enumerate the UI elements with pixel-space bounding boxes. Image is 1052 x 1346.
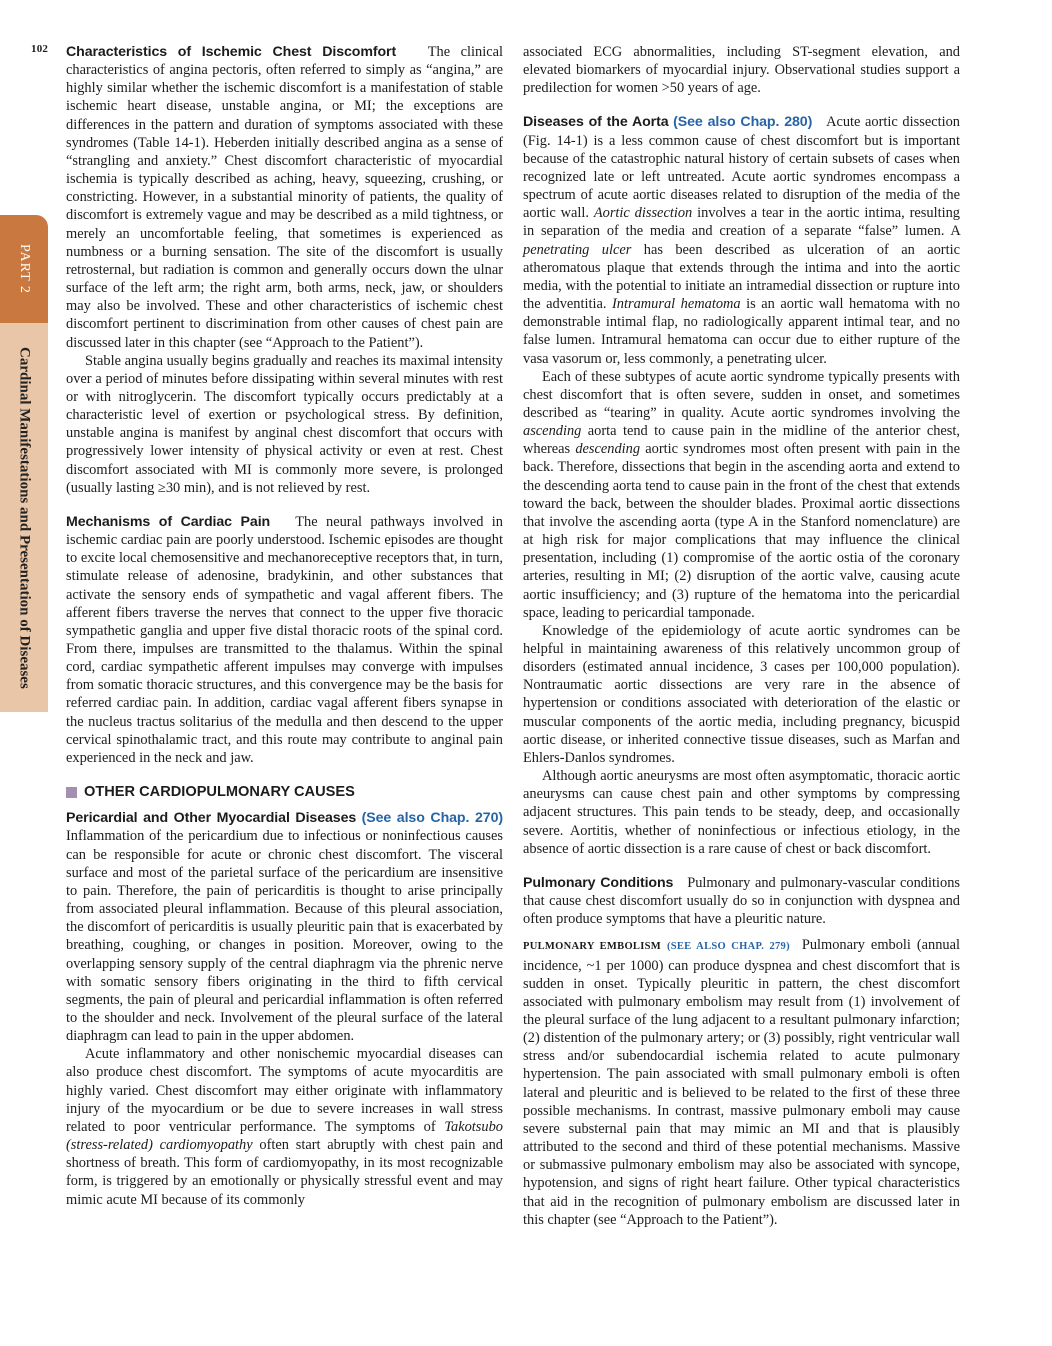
section-heading: OTHER CARDIOPULMONARY CAUSES — [66, 783, 503, 801]
left-column — [66, 43, 503, 1209]
subsection-heading: PULMONARY EMBOLISM — [523, 941, 661, 953]
part-label: PART 2 — [17, 244, 32, 294]
paragraph: Pericardial and Other Myocardial Diseases (See also Chap. 270) Inflammation of the pericardium due to infectious or noninfectious causes can be responsible for acute or chronic chest discomfort. The visceral surface and most of the parietal surface of the pericardium are insensitive to pain. Therefore, the pain of pericarditis is thought to arise principally from associated pleural inflammation. Because of this pleural association, the discomfort of pericarditis is usually pleuritic pain that is exacerbated by breathing, coughing, or changes in position. Moreover, owing to the overlapping sensory supply of the central diaphragm via the phrenic nerve with somatic sensory fibers originating in the third to fifth cervical segments, the pain of pleural and pericardial inflammation is often referred to the shoulder and neck. Involvement of the pleural surface of the lateral diaphragm can lead to pain in the upper abdomen. — [66, 810, 503, 1045]
side-tab — [0, 215, 48, 712]
paragraph: associated ECG abnormalities, including ST-segment elevation, and elevated biomarkers of myocardial injury. Observational studies support a predilection for women >50 years of age. — [523, 44, 960, 97]
right-column — [523, 43, 960, 1229]
paragraph: Acute inflammatory and other nonischemic myocardial diseases can also produce chest discomfort. The symptoms of acute myocarditis are highly varied. Chest discomfort may either originate with inflammatory injury of the myocardium or be due to severe increases in wall stress related to poor ventricular performance. The symptoms of Takotsubo (stress-related) cardiomyopathy often start abruptly with chest pain and shortness of breath. This form of cardiomyopathy, in its most recognizable form, is triggered by an emotionally or physically stressful event and may mimic acute MI because of its commonly — [66, 1046, 504, 1208]
paragraph: Mechanisms of Cardiac Pain The neural pathways involved in ischemic cardiac pain are poorly understood. Ischemic episodes are thought to excite local chemosensitive and mechanoreceptive receptors that, in turn, stimulate release of adenosine, bradykinin, and other substances that activate the sensory ends of sympathetic and vagal afferent fibers. The afferent fibers traverse the nerves that connect to the upper five thoracic sympathetic ganglia and upper five distal thoracic roots of the spinal cord. From there, impulses are transmitted to the thalamus. Within the spinal cord, cardiac sympathetic afferent impulses may converge with impulses from somatic thoracic structures, and this convergence may be the basis for referred cardiac pain. In addition, cardiac vagal afferent fibers synapse in the nucleus tractus solitarius of the medulla and then descend to the upper cervical spinothalamic tract, and this route may contribute to anginal pain experienced in the neck and jaw. — [66, 513, 504, 766]
paragraph: Although aortic aneurysms are most often asymptomatic, thoracic aortic aneurysms can cause chest pain and other symptoms by compressing adjacent structures. This pain tends to be steady, deep, and occasionally severe. Aortitis, whether of noninfectious or infectious etiology, in the absence of aortic dissection is a rare cause of chest or back discomfort. — [523, 768, 960, 857]
page-number: 102 — [31, 43, 49, 55]
paragraph: PULMONARY EMBOLISM (SEE ALSO CHAP. 279) Pulmonary emboli (annual incidence, ~1 per 1000) can produce dyspnea and chest discomfort that is sudden in onset. Typically pleuritic in pattern, the chest discomfort associated with pulmonary embolism may result from (1) involvement of the pleural surface of the lung adjacent to a resultant pulmonary infarction; (2) distention of the pulmonary artery; or (3) possibly, right ventricular wall stress and/or subendocardial ischemia related to acute pulmonary hypertension. The pain associated with small pulmonary emboli is often lateral and pleuritic and is believed to be related to the first of these three possible mechanisms. In contrast, massive pulmonary emboli may cause severe substernal pain that may mimic an MI and that is plausibly attributed to the second and third of these potential mechanisms. Massive or submassive pulmonary embolism may also be associated with syncope, hypotension, and signs of right heart failure. Other typical characteristics that aid in the recognition of pulmonary embolism are discussed later in this chapter (see “Approach to the Patient”). — [523, 937, 961, 1228]
run-in-heading: Characteristics of Ischemic Chest Discomfort — [66, 44, 397, 60]
paragraph: Knowledge of the epidemiology of acute aortic syndromes can be helpful in maintaining awareness of this relatively uncommon group of disorders (estimated annual incidence, 3 cases per 100,000 population). Nontraumatic aortic dissections are very rare in the absence of hypertension or conditions associated with deterioration of the elastic or muscular components of the aortic media, including pregnancy, bicuspid aortic disease, or inherited connective tissue diseases, such as Marfan and Ehlers-Danlos syndromes. — [523, 622, 960, 766]
paragraph: Characteristics of Ischemic Chest Discomfort The clinical characteristics of angina pectoris, often referred to simply as “angina,” are highly similar whether the ischemic discomfort is a manifestation of stable ischemic heart disease, unstable angina, or MI; the exceptions are differences in the pattern and duration of symptoms associated with these syndromes (Table 14-1). Heberden initially described angina as a sense of “strangling and anxiety.” Chest discomfort characteristic of myocardial ischemia is typically described as aching, heavy, squeezing, crushing, or constricting. However, in a substantial minority of patients, the quality of discomfort is extremely vague and may be described as a mild tightness, or merely an uncomfortable feeling, that sometimes is experienced as numbness or a burning sensation. The site of the discomfort is usually retrosternal, but radiation is common and generally occurs down the ulnar surface of the left arm; the right arm, both arms, neck, jaw, or shoulders may also be involved. These and other characteristics of ischemic chest discomfort pertinent to discrimination from other causes of chest pain are discussed later in this chapter (see “Approach to the Patient”). — [66, 44, 504, 351]
cross-reference-link[interactable]: (See also Chap. 280) — [673, 114, 813, 131]
paragraph: Stable angina usually begins gradually and reaches its maximal intensity over a period of minutes before dissipating within several minutes with rest or with nitroglycerin. The discomfort typically occurs predictably at a characteristic level of exertion or psychological stress. By definition, unstable angina is manifest by anginal chest discomfort that occurs with progressively lower intensity of physical activity or even at rest. Chest discomfort associated with MI is commonly more severe, is prolonged (usually lasting ≥30 min), and is not relieved by rest. — [66, 352, 503, 496]
cross-reference-link[interactable]: (SEE ALSO CHAP. 279) — [666, 941, 790, 953]
run-in-heading: Diseases of the Aorta — [523, 114, 669, 131]
square-bullet-icon — [66, 787, 77, 798]
paragraph: Pulmonary Conditions Pulmonary and pulmonary-vascular conditions that cause chest discomfort usually do so in conjunction with dyspnea and often produce symptoms that have a pleuritic nature. — [523, 874, 960, 928]
run-in-heading: Pericardial and Other Myocardial Diseases — [66, 810, 357, 827]
run-in-heading: Mechanisms of Cardiac Pain — [66, 513, 271, 530]
cross-reference-link[interactable]: (See also Chap. 270) — [361, 810, 503, 827]
part-title: Cardinal Manifestations and Presentation of Diseases — [16, 346, 33, 689]
run-in-heading: Pulmonary Conditions — [523, 874, 674, 891]
paragraph: Each of these subtypes of acute aortic syndrome typically presents with chest discomfort that is often severe, sudden in onset, and sometimes described as “tearing” in quality. Acute aortic syndromes involving the ascending aorta tend to cause pain in the midline of the anterior chest, whereas descending aortic syndromes most often present with pain in the back. Therefore, dissections that begin in the ascending aorta and extend to the descending aorta tend to cause pain in the front of the chest that extends toward the back, between the shoulder blades. Proximal aortic dissections that involve the ascending aorta (type A in the Stanford nomenclature) are at high risk for major complications that may influence the clinical presentation, including (1) compromise of the aortic ostia of the coronary arteries, resulting in MI; (2) disruption of the aortic valve, causing acute aortic insufficiency; and (3) rupture of the hematoma into the pericardial space, leading to pericardial tamponade. — [523, 368, 960, 621]
paragraph: Diseases of the Aorta (See also Chap. 280) Acute aortic dissection (Fig. 14-1) is a less common cause of chest discomfort but is important because of the catastrophic natural history of certain subsets of cases when recognized late or left untreated. Acute aortic syndromes encompass a spectrum of acute aortic diseases related to disruption of the media of the aortic wall. Aortic dissection involves a tear in the aortic intima, resulting in separation of the media and creation of a separate “false” lumen. A penetrating ulcer has been described as ulceration of an aortic atheromatous plaque that extends through the intima and into the aortic media, with the potential to initiate an intramedial dissection or rupture into the adventitia. Intramural hematoma is an aortic wall hematoma with no demonstrable intimal flap, no radiologically apparent intimal tear, and no false lumen. Intramural hematoma can occur due to either rupture of the vasa vasorum or, less commonly, a penetrating ulcer. — [523, 114, 960, 367]
